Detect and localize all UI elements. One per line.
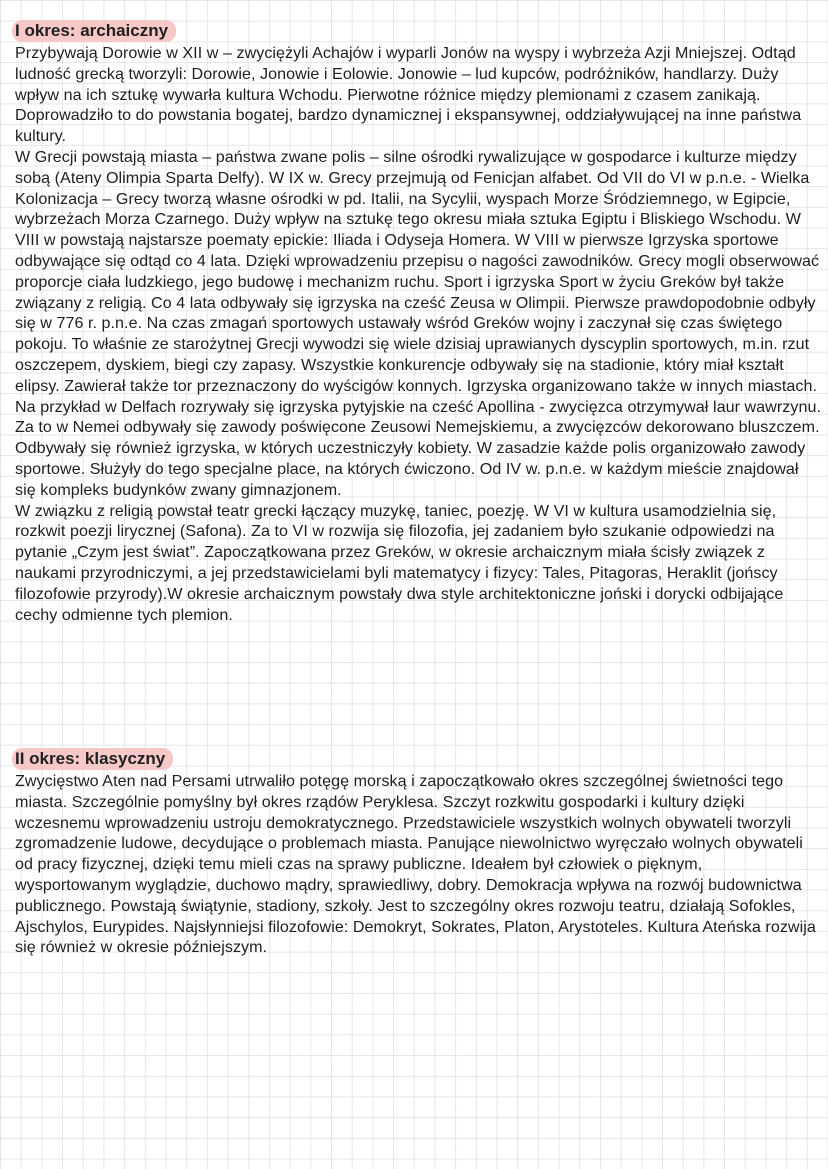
paragraph: Zwycięstwo Aten nad Persami utrwaliło potęgę morską i zapoczątkowało okres szczególnej świetności tego miasta. Szczególnie pomyślny był okres rządów Peryklesa. Szczyt rozkwitu gospodarki i kultury dzięki wczesnemu wprowadzeniu ustroju demokratycznego. Przedstawiciele wszystkich wolnych obywateli tworzyli zgromadzenie ludowe, decydujące o problemach miasta. Panujące niewolnictwo wyręczało wolnych obywateli od pracy fizycznej, dzięki temu mieli czas na sprawy publiczne. Ideałem był człowiek o pięknym, wysportowanym wyglądzie, duchowo mądry, sprawiedliwy, dobry. Demokracja wpływa na rozwój budownictwa publicznego. Powstają świątynie, stadiony, szkoły. Jest to szczególny okres rozwoju teatru, działają Sofokles, Ajschylos, Eurypides. Najsłynniejsi filozofowie: Demokryt, Sokrates, Platon, Arystoteles. Kultura Ateńska rozwija się również w okresie późniejszym. bbox=[15, 772, 816, 957]
section-classical bbox=[15, 748, 822, 958]
paragraph: Przybywają Dorowie w XII w – zwyciężyli Achajów i wyparli Jonów na wyspy i wybrzeża Azji Mniejszej. Odtąd ludność grecką tworzyli: Dorowie, Jonowie i Eolowie. Jonowie – lud kupców, podróżników, handlarzy. Duży wpływ na ich sztukę wywarła kultura Wchodu. Pierwotne różnice między plemionami z czasem zanikają. Doprowadziło to do powstania bogatej, bardzo dynamicznej i ekspansywnej, oddziaływującej na inne państwa kultury. bbox=[15, 44, 802, 146]
section-archaic bbox=[15, 20, 822, 625]
paragraph: W Grecji powstają miasta – państwa zwane polis – silne ośrodki rywalizujące w gospodarce i kulturze między sobą (Ateny Olimpia Sparta Delfy). W IX w. Grecy przejmują od Fenicjan alfabet. Od VII do VI w p.n.e. - Wielka Kolonizacja – Grecy tworzą własne ośrodki w pd. Italii, na Sycylii, wyspach Morze Śródziemnego, w Egipcie, wybrzeżach Morza Czarnego. Duży wpływ na sztukę tego okresu miała sztuka Egiptu i Bliskiego Wschodu. W VIII w powstają najstarsze poematy epickie: Iliada i Odyseja Homera. W VIII w pierwsze Igrzyska sportowe odbywające się odtąd co 4 lata. Dzięki wprowadzeniu przepisu o nagości zawodników. Grecy mogli obserwować proporcje ciała ludzkiego, jego budowę i mechanizm ruchu. Sport i igrzyska Sport w życiu Greków był także związany z religią. Co 4 lata odbywały się igrzyska na cześć Zeusa w Olimpii. Pierwsze prawdopodobnie odbyły się w 776 r. p.n.e. Na czas zmagań sportowych ustawały wśród Greków wojny i zaczynał się czas świętego pokoju. To właśnie ze starożytnej Grecji wywodzi się wiele dzisiaj uprawianych dyscyplin sportowych, m.in. rzut oszczepem, dyskiem, biegi czy zapasy. Wszystkie konkurencje odbywały się na stadionie, który miał kształt elipsy. Zawierał także tor przeznaczony do wyścigów konnych. Igrzyska organizowano także w innych miastach. Na przykład w Delfach rozrywały się igrzyska pytyjskie na cześć Apollina - zwycięzca otrzymywał laur wawrzynu. Za to w Nemei odbywały się zawody poświęcone Zeusowi Nemejskiemu, a zwycięzców dekorowano bluszczem. Odbywały się również igrzyska, w których uczestniczyły kobiety. W zasadzie każde polis organizowało zawody sportowe. Służyły do tego specjalne place, na których ćwiczono. Od IV w. p.n.e. w każdym mieście znajdował się kompleks budynków zwany gimnazjonem. bbox=[15, 147, 821, 499]
section-heading: II okres: klasyczny bbox=[12, 748, 173, 770]
section-heading: I okres: archaiczny bbox=[12, 20, 176, 42]
paragraph: W związku z religią powstał teatr grecki łączący muzykę, taniec, poezję. W VI w kultura usamodzielnia się, rozkwit poezji lirycznej (Safona). Za to VI w rozwija się filozofia, jej zadaniem było szukanie odpowiedzi na pytanie „Czym jest świat”. Zapoczątkowana przez Greków, w okresie archaicznym miała ścisły związek z naukami przyrodniczymi, a jej przedstawicielami byli matematycy i fizycy: Tales, Pitagoras, Heraklit (jońscy filozofowie przyrody).W okresie archaicznym powstały dwa style architektoniczne joński i dorycki odbijające cechy odmienne tych plemion. bbox=[15, 501, 784, 624]
